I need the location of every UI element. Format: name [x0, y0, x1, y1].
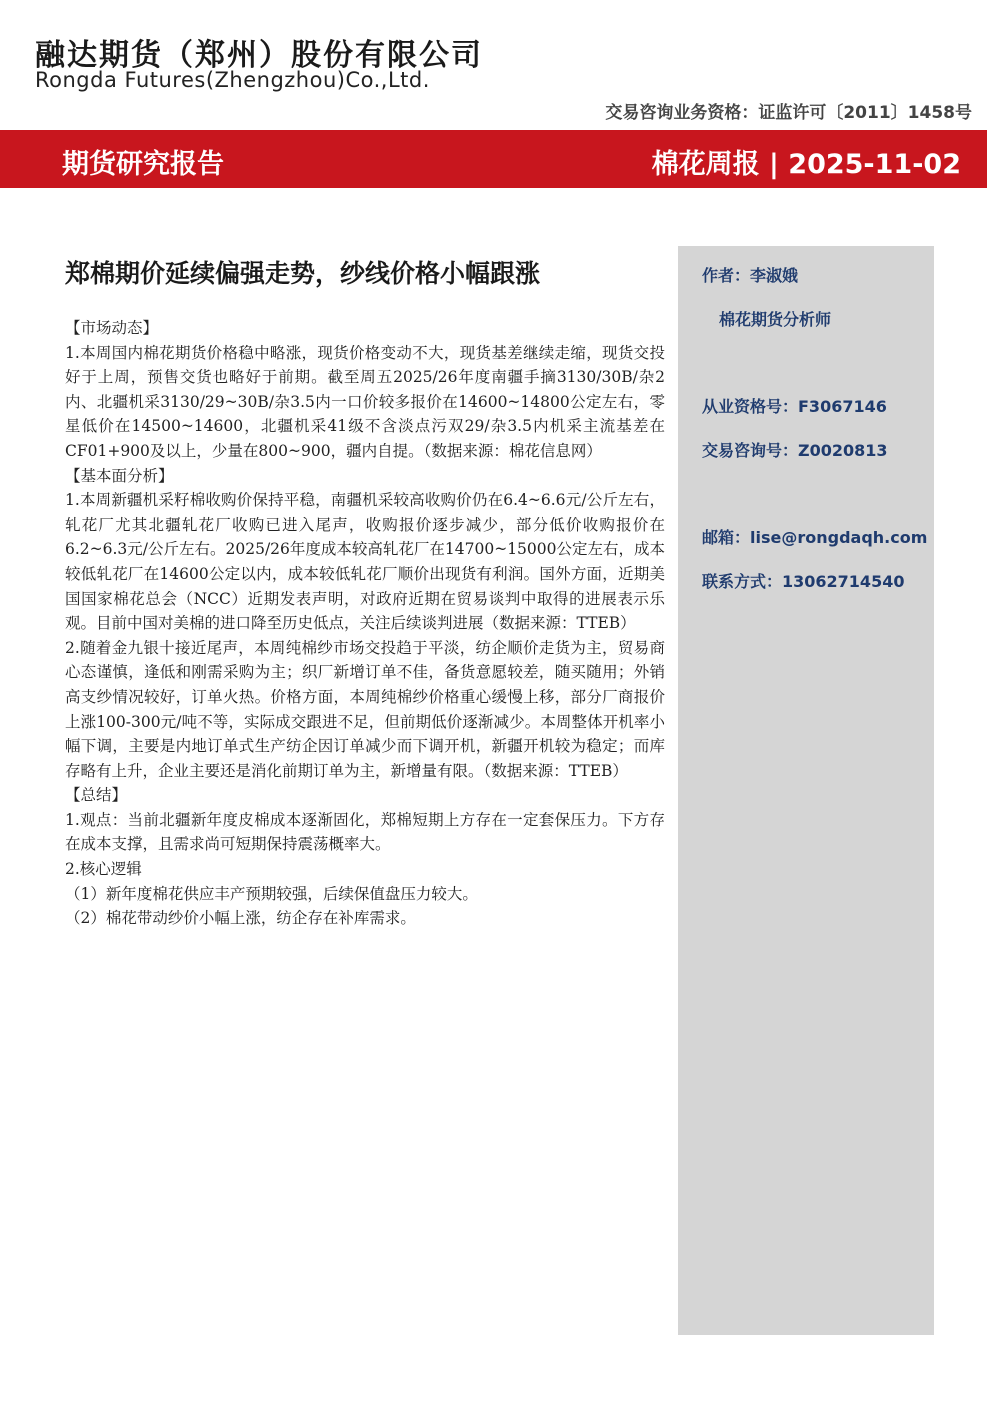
- paragraph-fundamentals-2: 2.随着金九银十接近尾声，本周纯棉纱市场交投趋于平淡，纺企顺价走货为主，贸易商心态谨慎，逢低和刚需采购为主；织厂新增订单不佳，备货意愿较差，随买随用；外销高支纱情况较好，订单火热。价格方面，本周纯棉纱价格重心缓慢上移，部分厂商报价上涨100-300元/吨不等，实际成交跟进不足，但前期低价逐渐减少。本周整体开机率小幅下调，主要是内地订单式生产纺企因订单减少而下调开机，新疆开机较为稳定；而库存略有上升，企业主要还是消化前期订单为主，新增量有限。（数据来源：TTEB）: [65, 638, 665, 780]
- phone-contact: 联系方式：13062714540: [702, 572, 905, 591]
- section-heading-market: 【市场动态】: [65, 319, 159, 337]
- report-title-date: 棉花周报 | 2025-11-02: [651, 149, 961, 180]
- section-heading-summary: 【总结】: [65, 786, 128, 805]
- author-sidebar: [678, 246, 934, 1335]
- paragraph-fundamentals-1: 1.本周新疆机采籽棉收购价保持平稳，南疆机采较高收购价仍在6.4~6.6元/公斤左右，轧花厂尤其北疆轧花厂收购已进入尾声，收购报价逐步减少，部分低价收购报价在6.2~6.3元/公斤左右。2025/26年度成本较高轧花厂在14700~15000公定左右，成本较低轧花厂在14600公定以内，成本较低轧花厂顺价出现货有利润。国外方面，近期美国国家棉花总会（NCC）近期发表声明，对政府近期在贸易谈判中取得的进展表示乐观。目前中国对美棉的进口降至历史低点，关注后续谈判进展（数据来源：TTEB）: [65, 491, 666, 633]
- consult-number: 交易咨询号：Z0020813: [702, 441, 888, 460]
- author-role: 棉花期货分析师: [719, 310, 832, 329]
- license-number: 从业资格号：F3067146: [702, 397, 887, 416]
- section-heading-fundamentals: 【基本面分析】: [65, 466, 174, 485]
- company-name-cn: 融达期货（郑州）股份有限公司: [35, 38, 483, 73]
- report-type: 期货研究报告: [62, 149, 224, 180]
- email-contact[interactable]: 邮箱：lise@rongdaqh.com: [702, 528, 928, 547]
- paragraph-logic-1: （1）新年度棉花供应丰产预期较强，后续保值盘压力较大。: [65, 884, 478, 903]
- company-name-en: Rongda Futures(Zhengzhou)Co.,Ltd.: [35, 68, 430, 92]
- paragraph-logic-2: （2）棉花带动纱价小幅上涨，纺企存在补库需求。: [65, 909, 416, 928]
- author-name: 作者：李淑娥: [702, 266, 799, 285]
- article-title: 郑棉期价延续偏强走势，纱线价格小幅跟涨: [65, 259, 541, 288]
- paragraph-summary-view: 1.观点：当前北疆新年度皮棉成本逐渐固化，郑棉短期上方存在一定套保压力。下方存在成本支撑，且需求尚可短期保持震荡概率大。: [65, 810, 665, 854]
- article-body: [65, 316, 665, 931]
- qualification-text: 交易咨询业务资格：证监许可〔2011〕1458号: [605, 103, 972, 123]
- report-banner: [0, 130, 987, 188]
- paragraph-market-1: 1.本周国内棉花期货价格稳中略涨，现货价格变动不大，现货基差继续走缩，现货交投好于上周，预售交货也略好于前期。截至周五2025/26年度南疆手摘3130/30B/杂2内、北疆机采3130/29~30B/杂3.5内一口价较多报价在14600~14800公定左右，零星低价在14500~14600，北疆机采41级不含淡点污双29/杂3.5内机采主流基差在CF01+900及以上，少量在800~900，疆内自提。（数据来源：棉花信息网）: [65, 343, 665, 460]
- paragraph-summary-logic: 2.核心逻辑: [65, 860, 142, 879]
